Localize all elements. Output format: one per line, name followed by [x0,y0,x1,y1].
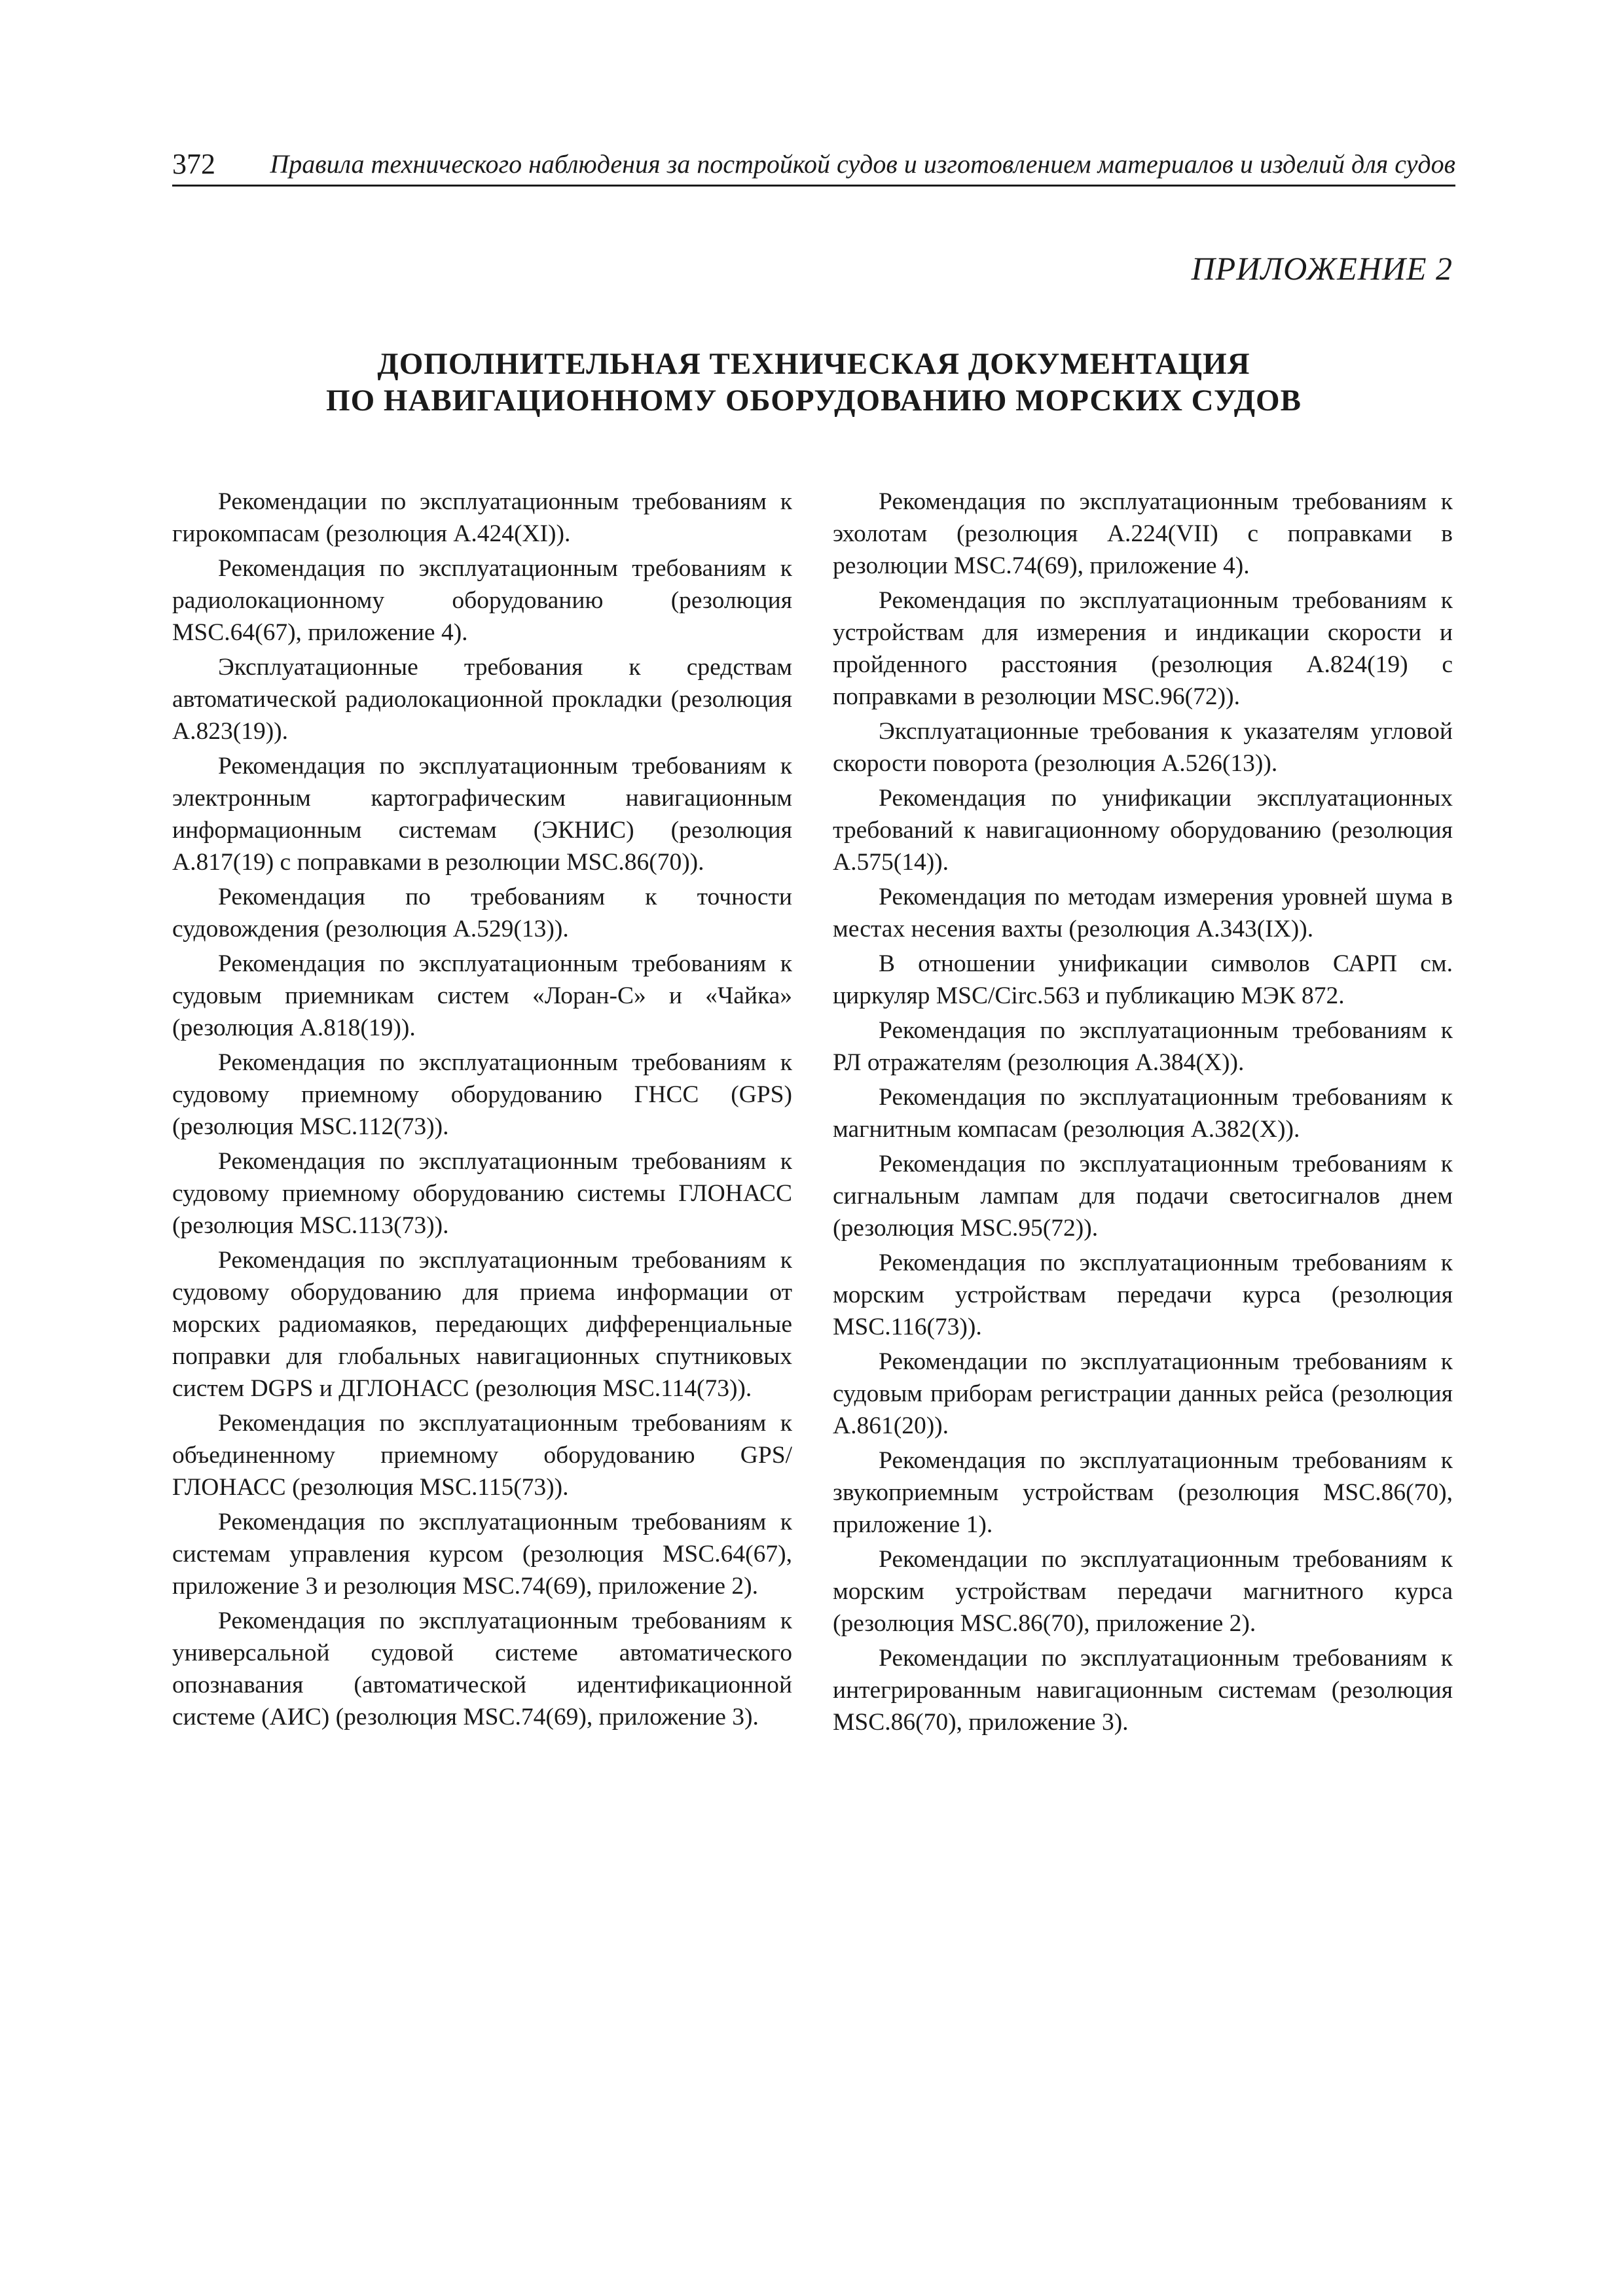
page-number: 372 [172,148,215,180]
paragraph: Рекомендации по эксплуатационным требованиям к морским устройствам передачи магнитного курса (резолюция MSC.86(70), приложение 2). [833,1546,1453,1637]
paragraph: Рекомендация по методам измерения уровней шума в местах несения вахты (резолюция А.343(IX)). [833,884,1453,942]
paragraph: Рекомендации по эксплуатационным требованиям к интегрированным навигационным системам (резолюция MSC.86(70), приложение 3). [833,1645,1453,1736]
paragraph: Рекомендация по эксплуатационным требованиям к универсальной судовой системе автоматического опознавания (автоматической идентификационной системе (АИС) (резолюция MSC.74(69), приложение 3). [172,1607,792,1731]
paragraph: Рекомендация по эксплуатационным требованиям к объединенному приемному оборудованию GPS/ ГЛОНАСС (резолюция MSC.115(73)). [172,1410,792,1501]
paragraph: Рекомендации по эксплуатационным требованиям к гирокомпасам (резолюция А.424(XI)). [172,488,792,547]
paragraph: Эксплуатационные требования к указателям угловой скорости поворота (резолюция А.526(13)). [833,718,1453,777]
left-column [172,486,792,1736]
paragraph: Рекомендация по эксплуатационным требованиям к эхолотам (резолюция А.224(VII) с поправками в резолюции MSC.74(69), приложение 4). [833,488,1453,579]
paragraph: Рекомендация по эксплуатационным требованиям к системам управления курсом (резолюция MSC.64(67), приложение 3 и резолюция MSC.74(69), приложение 2). [172,1509,792,1600]
paragraph: Эксплуатационные требования к средствам автоматической радиолокационной прокладки (резолюция А.823(19)). [172,654,792,745]
running-title: Правила технического наблюдения за постройкой судов и изготовлением материалов и изделий для судов [270,149,1455,179]
paragraph: Рекомендация по эксплуатационным требованиям к судовому оборудованию для приема информации от морских радиомаяков, передающих дифференциальные поправки для глобальных навигационных спутниковых систем DGPS и ДГЛОНАСС (резолюция MSC.114(73)). [172,1247,792,1402]
document-title [172,346,1455,419]
paragraph: В отношении унификации символов САРП см. циркуляр MSC/Circ.563 и публикацию МЭК 872. [833,950,1453,1009]
paragraph: Рекомендация по эксплуатационным требованиям к магнитным компасам (резолюция А.382(X)). [833,1084,1453,1143]
paragraph: Рекомендации по эксплуатационным требованиям к судовым приборам регистрации данных рейса (резолюция А.861(20)). [833,1348,1453,1439]
paragraph: Рекомендация по эксплуатационным требованиям к сигнальным лампам для подачи светосигналов днем (резолюция MSC.95(72)). [833,1151,1453,1242]
right-column [833,486,1453,1741]
paragraph: Рекомендация по эксплуатационным требованиям к судовому приемному оборудованию ГНСС (GPS) (резолюция MSC.112(73)). [172,1049,792,1140]
document-title-line-1: ДОПОЛНИТЕЛЬНАЯ ТЕХНИЧЕСКАЯ ДОКУМЕНТАЦИЯ [377,347,1250,381]
paragraph: Рекомендация по эксплуатационным требованиям к электронным картографическим навигационным информационным системам (ЭКНИС) (резолюция А.817(19) с поправками в резолюции MSC.86(70)). [172,753,792,876]
paragraph: Рекомендация по эксплуатационным требованиям к судовому приемному оборудованию системы ГЛОНАСС (резолюция MSC.113(73)). [172,1148,792,1239]
appendix-label: ПРИЛОЖЕНИЕ 2 [1191,250,1453,287]
paragraph: Рекомендация по требованиям к точности судовождения (резолюция А.529(13)). [172,884,792,942]
paragraph: Рекомендация по эксплуатационным требованиям к морским устройствам передачи курса (резолюция MSC.116(73)). [833,1249,1453,1340]
paragraph: Рекомендация по эксплуатационным требованиям к звукоприемным устройствам (резолюция MSC.86(70), приложение 1). [833,1447,1453,1538]
document-title-line-2: ПО НАВИГАЦИОННОМУ ОБОРУДОВАНИЮ МОРСКИХ СУДОВ [326,384,1302,418]
paragraph: Рекомендация по эксплуатационным требованиям к радиолокационному оборудованию (резолюция MSC.64(67), приложение 4). [172,555,792,646]
paragraph: Рекомендация по унификации эксплуатационных требований к навигационному оборудованию (резолюция А.575(14)). [833,785,1453,876]
running-header [172,143,1455,187]
paragraph: Рекомендация по эксплуатационным требованиям к судовым приемникам систем «Лоран-С» и «Чайка» (резолюция А.818(19)). [172,950,792,1041]
paragraph: Рекомендация по эксплуатационным требованиям к РЛ отражателям (резолюция А.384(X)). [833,1017,1453,1076]
paragraph: Рекомендация по эксплуатационным требованиям к устройствам для измерения и индикации скорости и пройденного расстояния (резолюция А.824(19) с поправками в резолюции MSC.96(72)). [833,587,1453,710]
